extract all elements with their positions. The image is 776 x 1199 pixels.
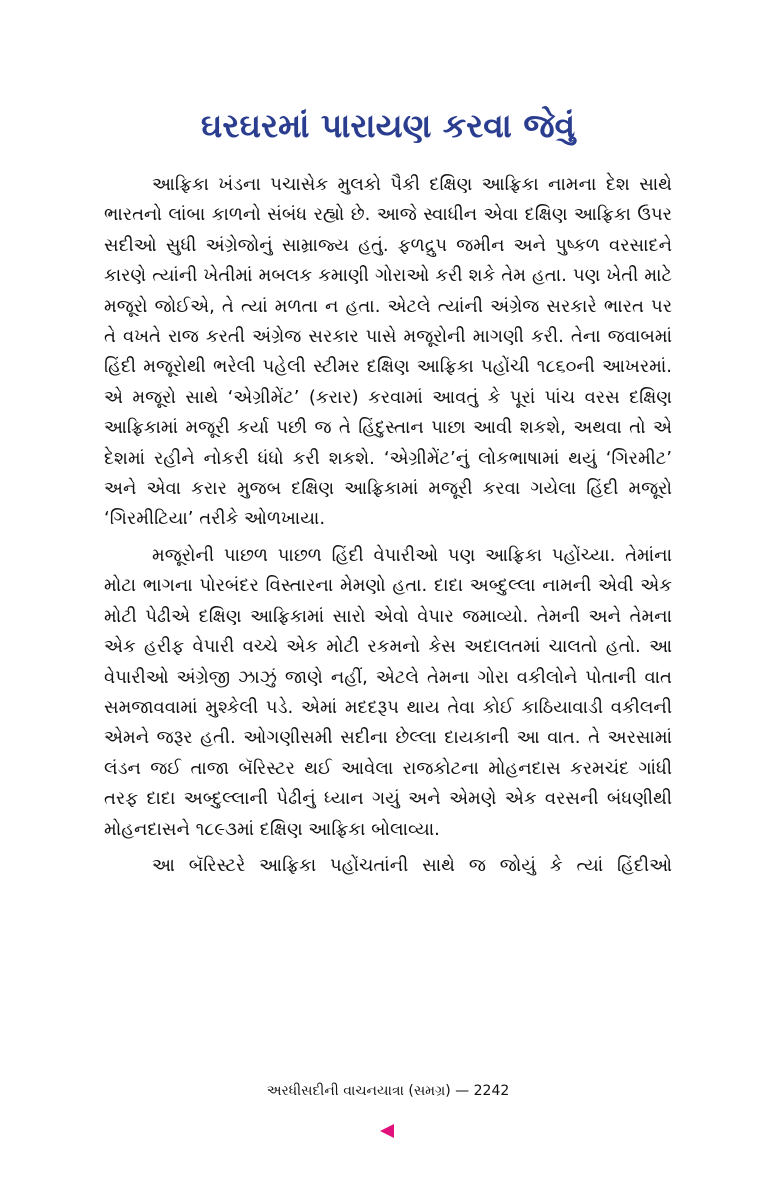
paragraph-1: આફ્રિકા ખંડના પચાસેક મુલકો પૈકી દક્ષિણ આફ્રિકા નામના દેશ સાથે ભારતનો લાંબા કાળનો સંબંધ રહ્યો છે. આજે સ્વાધીન એવા દક્ષિણ આફ્રિકા ઉપર સદીઓ સુધી અંગ્રેજોનું સામ્રાજ્ય હતું. ફળદ્રુપ જમીન અને પુષ્કળ વરસાદને કારણે ત્યાંની ખેતીમાં મબલક કમાણી ગોરાઓ કરી શકે તેમ હતા. પણ ખેતી માટે મજૂરો જોઈએ, તે ત્યાં મળતા ન હતા. એટલે ત્યાંની અંગ્રેજ સરકારે ભારત પર તે વખતે રાજ કરતી અંગ્રેજ સરકાર પાસે મજૂરોની માગણી કરી. તેના જવાબમાં હિંદી મજૂરોથી ભરેલી પહેલી સ્ટીમર દક્ષિણ આફ્રિકા પહોંચી ૧૮૬૦ની આખરમાં. એ મજૂરો સાથે ‘એગ્રીમેંટ’ (કરાર) કરવામાં આવતું કે પૂરાં પાંચ વરસ દક્ષિણ આફ્રિકામાં મજૂરી કર્યા પછી જ તે હિંદુસ્તાન પાછા આવી શકશે, અથવા તો એ દેશમાં રહીને નોકરી ધંધો કરી શકશે. ‘એગ્રીમેંટ’નું લોકભાષામાં થયું ‘ગિરમીટ’ અને એવા કરાર મુજબ દક્ષિણ આફ્રિકામાં મજૂરી કરવા ગયેલા હિંદી મજૂરો ‘ગિરમીટિયા’ તરીકે ઓળખાયા. (104, 174, 672, 530)
article-body (104, 170, 672, 881)
previous-page-icon[interactable] (380, 1124, 394, 1138)
page-footer: અરધીસદીની વાચનયાત્રા (સમગ્ર) — 2242 (266, 1083, 510, 1099)
paragraph-3: આ બૅરિસ્ટરે આફ્રિકા પહોંચતાંની સાથે જ જોયું કે ત્યાં હિંદીઓ (152, 854, 672, 876)
page-title: ઘરઘરમાં પારાયણ કરવા જેવું (200, 106, 576, 145)
paragraph-2: મજૂરોની પાછળ પાછળ હિંદી વેપારીઓ પણ આફ્રિકા પહોંચ્યા. તેમાંના મોટા ભાગના પોરબંદર વિસ્તારના મેમણો હતા. દાદા અબ્દુલ્લા નામની એવી એક મોટી પેઢીએ દક્ષિણ આફ્રિકામાં સારો એવો વેપાર જમાવ્યો. તેમની અને તેમના એક હરીફ વેપારી વચ્ચે એક મોટી રકમનો કેસ અદાલતમાં ચાલતો હતો. આ વેપારીઓ અંગ્રેજી ઝાઝું જાણે નહીં, એટલે તેમના ગોરા વકીલોને પોતાની વાત સમજાવવામાં મુશ્કેલી પડે. એમાં મદદરૂપ થાય તેવા કોઈ કાઠિયાવાડી વકીલની એમને જરૂર હતી. ઓગણીસમી સદીના છેલ્લા દાયકાની આ વાત. તે અરસામાં લંડન જઈ તાજા બૅરિસ્ટર થઈ આવેલા રાજકોટના મોહનદાસ કરમચંદ ગાંધી તરફ દાદા અબ્દુલ્લાની પેઢીનું ધ્યાન ગયું અને એમણે એક વરસની બંધણીથી મોહનદાસને ૧૮૯૩માં દક્ષિણ આફ્રિકા બોલાવ્યા. (104, 544, 672, 840)
